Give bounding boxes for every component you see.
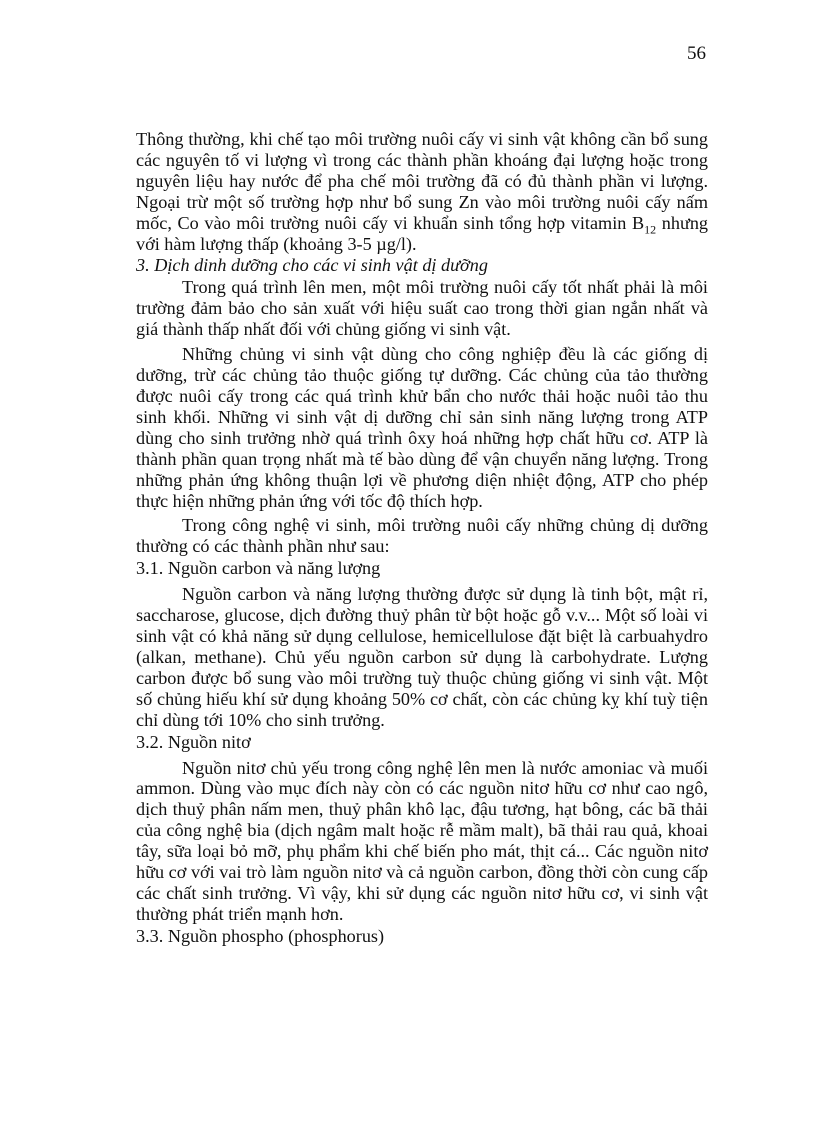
- section-3-heading: 3. Dịch dinh dưỡng cho các vi sinh vật dị dưỡng: [136, 255, 488, 276]
- section-3-1-heading: 3.1. Nguồn carbon và năng lượng: [136, 558, 381, 579]
- paragraph-culture-medium: Trong quá trình lên men, một môi trường nuôi cấy tốt nhất phải là môi trường đảm bảo cho sản xuất với hiệu suất cao trong thời gian ngắn nhất và giá thành thấp nhất đối với chủng giống vi sinh vật.: [136, 277, 708, 340]
- paragraph-heterotrophs: Những chủng vi sinh vật dùng cho công nghiệp đều là các giống dị dưỡng, trừ các chủng tảo thuộc giống tự dưỡng. Các chủng của tảo thường được nuôi cấy trong các quá trình khử bẩn cho nước thải hoặc nuôi tảo thu sinh khối. Những vi sinh vật dị dưỡng chỉ sản sinh năng lượng trong ATP dùng cho sinh trưởng nhờ quá trình ôxy hoá những hợp chất hữu cơ. ATP là thành phần quan trọng nhất mà tế bào dùng để vận chuyển năng lượng. Trong những phản ứng không thuận lợi về phương diện nhiệt động, ATP cho phép thực hiện những phản ứng với tốc độ thích hợp.: [136, 344, 708, 511]
- paragraph-carbon-source: Nguồn carbon và năng lượng thường được sử dụng là tinh bột, mật rỉ, saccharose, glucose, dịch đường thuỷ phân từ bột hoặc gỗ v.v... Một số loài vi sinh vật có khả năng sử dụng cellulose, hemicellulose đặt biệt là carbuahydro (alkan, methane). Chủ yếu nguồn carbon sử dụng là carbohydrate. Lượng carbon được bổ sung vào môi trường tuỳ thuộc chủng giống vi sinh vật. Một số chủng hiếu khí sử dụng khoảng 50% cơ chất, còn các chủng kỵ khí tuỳ tiện chỉ dùng tới 10% cho sinh trưởng.: [136, 584, 708, 730]
- paragraph-components: Trong công nghệ vi sinh, môi trường nuôi cấy những chủng dị dưỡng thường có các thành phần như sau:: [136, 515, 708, 557]
- section-3-3-heading: 3.3. Nguồn phospho (phosphorus): [136, 925, 385, 946]
- vitamin-subscript: 12: [644, 222, 657, 237]
- intro-text: Thông thường, khi chế tạo môi trường nuôi cấy vi sinh vật không cần bổ sung các nguyên tố vi lượng vì trong các thành phần khoáng đại lượng hoặc trong nguyên liệu hay nước để pha chế môi trường đã có đủ thành phần vi lượng. Ngoại trừ một số trường hợp như bổ sung Zn vào môi trường nuôi cấy nấm mốc, Co vào môi trường nuôi cấy vi khuẩn sinh tổng hợp vitamin B: [136, 129, 708, 233]
- page-body: [136, 129, 708, 948]
- intro-paragraph: [136, 129, 708, 254]
- page-number: 56: [687, 43, 706, 64]
- intro-text-end: nhưng với hàm lượng thấp (khoảng 3-5 µg/l).: [136, 212, 709, 254]
- section-3-2-heading: 3.2. Nguồn nitơ: [136, 731, 251, 752]
- paragraph-nitrogen-source: Nguồn nitơ chủ yếu trong công nghệ lên men là nước amoniac và muối ammon. Dùng vào mục đích này còn có các nguồn nitơ hữu cơ như cao ngô, dịch thuỷ phân nấm men, thuỷ phân khô lạc, đậu tương, hạt bông, các bã thải của công nghệ bia (dịch ngâm malt hoặc rễ mầm malt), bã thải rau quả, khoai tây, sữa loại bỏ mỡ, phụ phẩm khi chế biến pho mát, thịt cá... Các nguồn nitơ hữu cơ với vai trò làm nguồn nitơ và cả nguồn carbon, đồng thời còn cung cấp các chất sinh trưởng. Vì vậy, khi sử dụng các nguồn nitơ hữu cơ, vi sinh vật thường phát triển mạnh hơn.: [136, 757, 708, 924]
